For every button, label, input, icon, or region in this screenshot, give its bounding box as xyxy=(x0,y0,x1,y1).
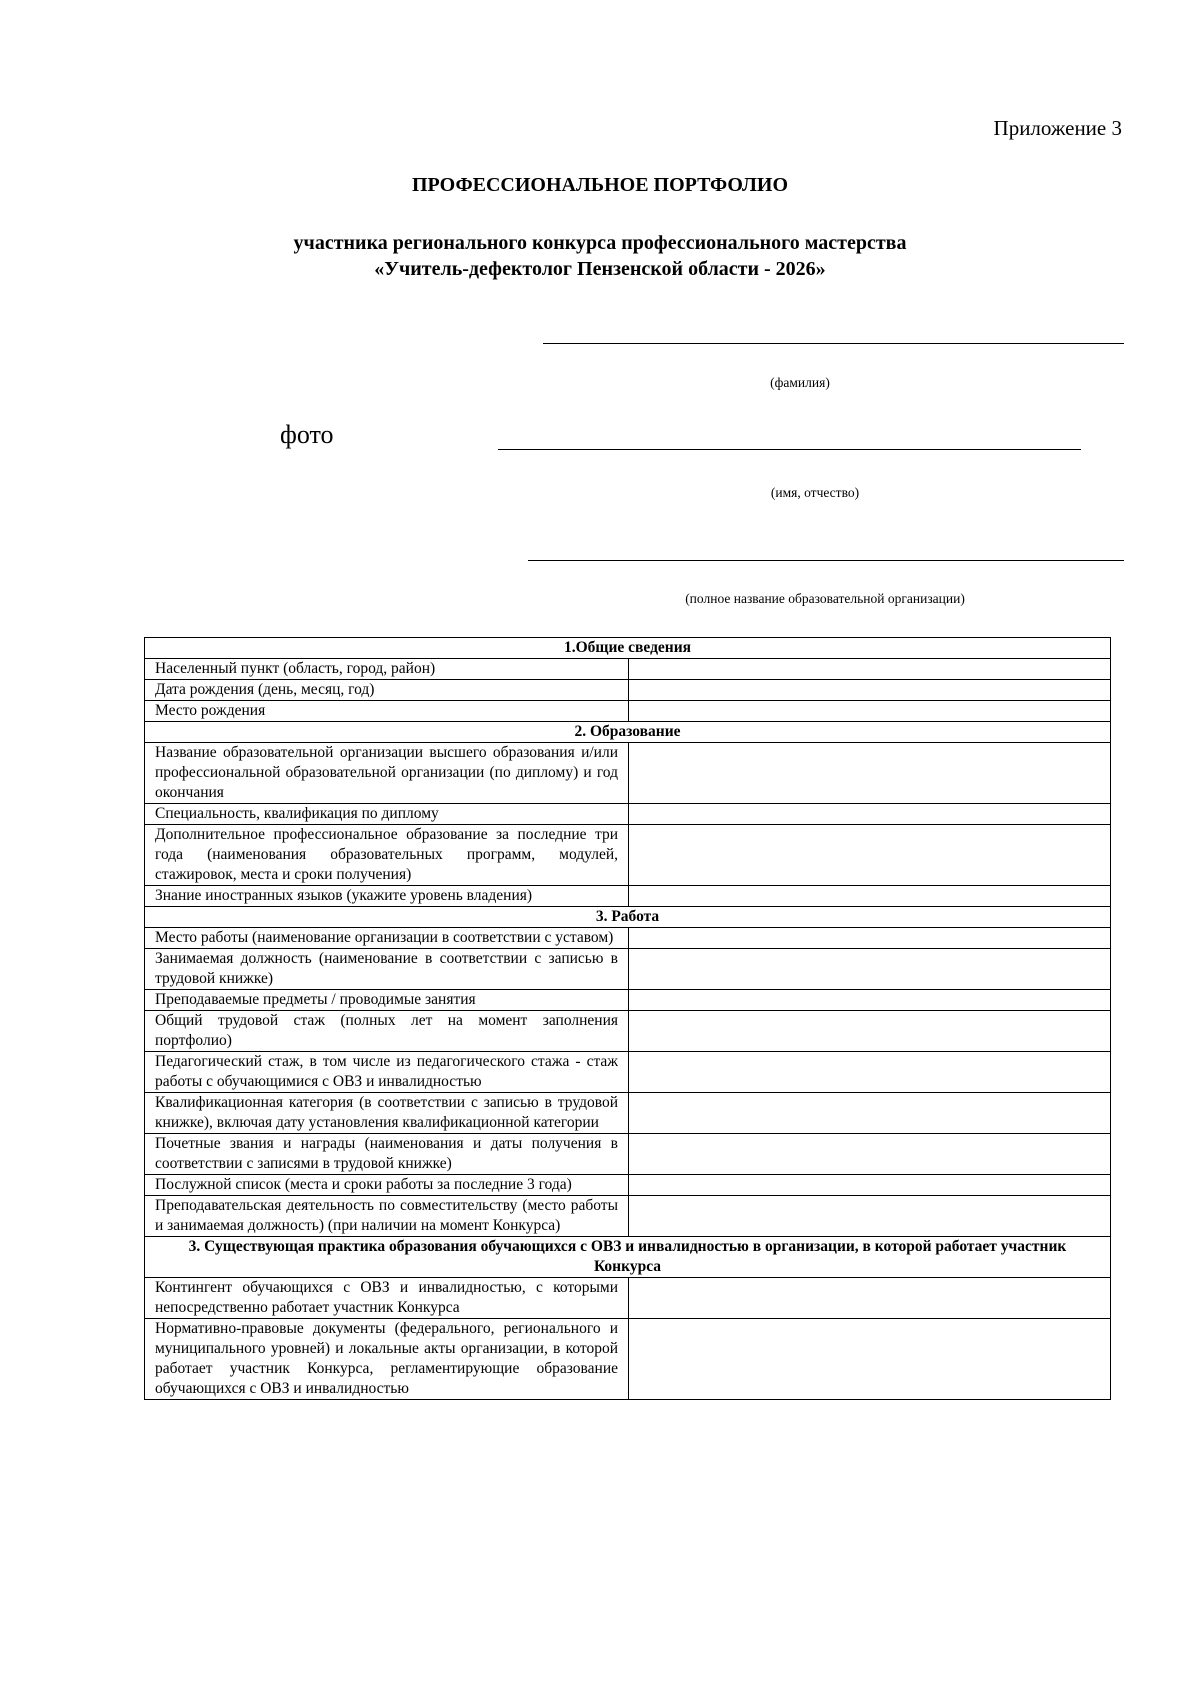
section-education: 2. Образование xyxy=(145,722,1111,743)
row-value-cell[interactable] xyxy=(629,1093,1111,1134)
document-subtitle xyxy=(0,230,1200,282)
row-value-cell[interactable] xyxy=(629,743,1111,804)
table-row xyxy=(145,1196,1111,1237)
row-label: Общий трудовой стаж (полных лет на момент заполнения портфолио) xyxy=(145,1011,629,1052)
section-header-row xyxy=(145,638,1111,659)
section-header-row xyxy=(145,907,1111,928)
row-value-cell[interactable] xyxy=(629,1052,1111,1093)
table-row xyxy=(145,743,1111,804)
row-value-cell[interactable] xyxy=(629,680,1111,701)
organization-field-line[interactable] xyxy=(528,560,1124,561)
row-label: Квалификационная категория (в соответствии с записью в трудовой книжке), включая дату установления квалификационной категории xyxy=(145,1093,629,1134)
table-row xyxy=(145,659,1111,680)
subtitle-line-2: «Учитель-дефектолог Пензенской области - 2026» xyxy=(374,258,826,280)
row-value-cell[interactable] xyxy=(629,928,1111,949)
table-row xyxy=(145,928,1111,949)
table-row xyxy=(145,1011,1111,1052)
row-label: Преподавательская деятельность по совместительству (место работы и занимаемая должность) (при наличии на момент Конкурса) xyxy=(145,1196,629,1237)
row-label: Населенный пункт (область, город, район) xyxy=(145,659,629,680)
row-label: Почетные звания и награды (наименования и даты получения в соответствии с записями в трудовой книжке) xyxy=(145,1134,629,1175)
portfolio-table xyxy=(144,637,1111,1400)
section-header-row xyxy=(145,1237,1111,1278)
section-header-row xyxy=(145,722,1111,743)
section-general: 1.Общие сведения xyxy=(145,638,1111,659)
table-row xyxy=(145,1093,1111,1134)
row-label: Занимаемая должность (наименование в соответствии с записью в трудовой книжке) xyxy=(145,949,629,990)
row-value-cell[interactable] xyxy=(629,825,1111,886)
row-value-cell[interactable] xyxy=(629,701,1111,722)
row-label: Нормативно-правовые документы (федерального, регионального и муниципального уровней) и локальные акты организации, в которой работает участник Конкурса, регламентирующие образование обучающихся с ОВЗ и инвалидностью xyxy=(145,1319,629,1400)
row-label: Послужной список (места и сроки работы за последние 3 года) xyxy=(145,1175,629,1196)
table-row xyxy=(145,701,1111,722)
document-title: ПРОФЕССИОНАЛЬНОЕ ПОРТФОЛИО xyxy=(411,174,789,196)
row-value-cell[interactable] xyxy=(629,886,1111,907)
row-value-cell[interactable] xyxy=(629,1319,1111,1400)
surname-caption: (фамилия) xyxy=(770,375,830,390)
row-value-cell[interactable] xyxy=(629,1196,1111,1237)
surname-field-line[interactable] xyxy=(543,343,1124,344)
row-value-cell[interactable] xyxy=(629,804,1111,825)
table-row xyxy=(145,825,1111,886)
organization-caption: (полное название образовательной организации) xyxy=(685,591,965,606)
row-value-cell[interactable] xyxy=(629,659,1111,680)
row-label: Преподаваемые предметы / проводимые занятия xyxy=(145,990,629,1011)
table-row xyxy=(145,680,1111,701)
row-label: Специальность, квалификация по диплому xyxy=(145,804,629,825)
row-label: Знание иностранных языков (укажите уровень владения) xyxy=(145,886,629,907)
row-value-cell[interactable] xyxy=(629,1278,1111,1319)
row-value-cell[interactable] xyxy=(629,1011,1111,1052)
row-label: Место рождения xyxy=(145,701,629,722)
name-caption: (имя, отчество) xyxy=(770,485,860,500)
row-label: Место работы (наименование организации в соответствии с уставом) xyxy=(145,928,629,949)
row-label: Педагогический стаж, в том числе из педагогического стажа - стаж работы с обучающимися с ОВЗ и инвалидностью xyxy=(145,1052,629,1093)
name-field-line[interactable] xyxy=(498,449,1081,450)
row-value-cell[interactable] xyxy=(629,1134,1111,1175)
table-row xyxy=(145,990,1111,1011)
subtitle-line-1: участника регионального конкурса профессионального мастерства xyxy=(293,232,907,254)
table-row xyxy=(145,949,1111,990)
table-row xyxy=(145,1052,1111,1093)
photo-label: фото xyxy=(280,420,334,449)
row-value-cell[interactable] xyxy=(629,990,1111,1011)
table-row xyxy=(145,1278,1111,1319)
table-row xyxy=(145,1134,1111,1175)
section-practice: 3. Существующая практика образования обучающихся с ОВЗ и инвалидностью в организации, в которой работает участник Конкурса xyxy=(145,1237,1111,1278)
table-row xyxy=(145,1319,1111,1400)
table-row xyxy=(145,1175,1111,1196)
row-label: Название образовательной организации высшего образования и/или профессиональной образовательной организации (по диплому) и год окончания xyxy=(145,743,629,804)
table-row xyxy=(145,886,1111,907)
row-label: Контингент обучающихся с ОВЗ и инвалидностью, с которыми непосредственно работает участник Конкурса xyxy=(145,1278,629,1319)
row-label: Дополнительное профессиональное образование за последние три года (наименования образовательных программ, модулей, стажировок, места и сроки получения) xyxy=(145,825,629,886)
row-label: Дата рождения (день, месяц, год) xyxy=(145,680,629,701)
table-row xyxy=(145,804,1111,825)
section-work: 3. Работа xyxy=(145,907,1111,928)
row-value-cell[interactable] xyxy=(629,1175,1111,1196)
appendix-label: Приложение 3 xyxy=(993,116,1122,140)
row-value-cell[interactable] xyxy=(629,949,1111,990)
